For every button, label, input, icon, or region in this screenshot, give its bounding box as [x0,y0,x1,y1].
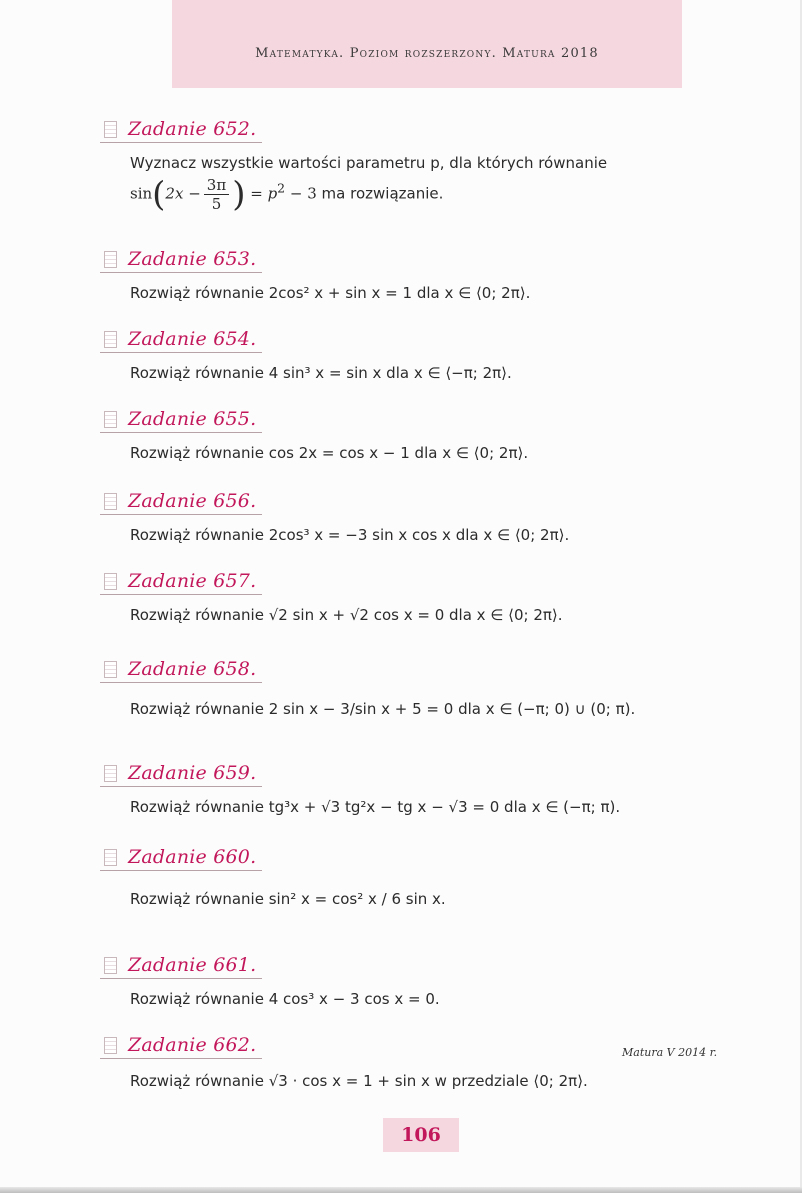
task-656 [100,490,760,546]
task-text: Rozwiąż równanie 2cos² x + sin x = 1 dla x ∈ ⟨0; 2π⟩. [130,284,531,302]
task-655 [100,408,760,464]
task-heading [100,408,262,432]
checkbox-icon[interactable] [104,1037,117,1054]
task-title: Zadanie 661. [128,954,257,976]
task-text: Rozwiąż równanie √2 sin x + √2 cos x = 0 dla x ∈ ⟨0; 2π⟩. [130,606,563,624]
checkbox-icon[interactable] [104,251,117,268]
task-title: Zadanie 659. [128,762,257,784]
task-source-note: Matura V 2014 r. [622,1046,718,1059]
page-header-title: Matematyka. Poziom rozszerzony. Matura 2018 [255,46,599,61]
task-658 [100,658,760,720]
task-text: Rozwiąż równanie sin² x = cos² x / 6 sin x. [130,890,446,908]
checkbox-icon[interactable] [104,331,117,348]
task-654 [100,328,760,384]
task-heading [100,490,262,514]
task-equation: sin(2x − $\frac{3\pi}{5}$ ) = $p^2 - 3$ ma rozwiązanie. [130,174,444,215]
checkbox-icon[interactable] [104,121,117,138]
task-heading [100,846,262,870]
task-text: Rozwiąż równanie 2 sin x − 3/sin x + 5 = 0 dla x ∈ (−π; 0) ∪ (0; π). [130,700,636,718]
task-662 [100,1034,760,1092]
task-title: Zadanie 655. [128,408,257,430]
task-heading [100,328,262,352]
task-text: Rozwiąż równanie √3 · cos x = 1 + sin x w przedziale ⟨0; 2π⟩. [130,1072,588,1090]
page-number: 106 [383,1118,459,1152]
checkbox-icon[interactable] [104,573,117,590]
task-title: Zadanie 662. [128,1034,257,1056]
task-title: Zadanie 652. [128,118,257,140]
task-text: Rozwiąż równanie 4 sin³ x = sin x dla x ∈ ⟨−π; 2π⟩. [130,364,512,382]
task-heading [100,118,262,142]
checkbox-icon[interactable] [104,765,117,782]
task-657 [100,570,760,626]
task-text: Wyznacz wszystkie wartości parametru p, dla których równanie [130,154,608,172]
task-heading [100,1034,262,1058]
task-659 [100,762,760,818]
task-heading [100,954,262,978]
task-title: Zadanie 653. [128,248,257,270]
task-text: Rozwiąż równanie 2cos³ x = −3 sin x cos x dla x ∈ ⟨0; 2π⟩. [130,526,570,544]
task-heading [100,570,262,594]
task-body [130,152,760,213]
task-title: Zadanie 660. [128,846,257,868]
checkbox-icon[interactable] [104,411,117,428]
task-text: Rozwiąż równanie cos 2x = cos x − 1 dla x ∈ ⟨0; 2π⟩. [130,444,529,462]
page-bottom-shadow [0,1187,802,1193]
task-653 [100,248,760,304]
task-title: Zadanie 657. [128,570,257,592]
task-heading [100,658,262,682]
task-text: Rozwiąż równanie tg³x + √3 tg²x − tg x − √3 = 0 dla x ∈ (−π; π). [130,798,621,816]
checkbox-icon[interactable] [104,493,117,510]
task-title: Zadanie 658. [128,658,257,680]
task-661 [100,954,760,1010]
task-652 [100,118,760,213]
task-text: Rozwiąż równanie 4 cos³ x − 3 cos x = 0. [130,990,440,1008]
task-heading [100,248,262,272]
checkbox-icon[interactable] [104,849,117,866]
task-660 [100,846,760,910]
checkbox-icon[interactable] [104,661,117,678]
task-title: Zadanie 656. [128,490,257,512]
task-heading [100,762,262,786]
header-band [172,0,682,88]
task-title: Zadanie 654. [128,328,257,350]
checkbox-icon[interactable] [104,957,117,974]
